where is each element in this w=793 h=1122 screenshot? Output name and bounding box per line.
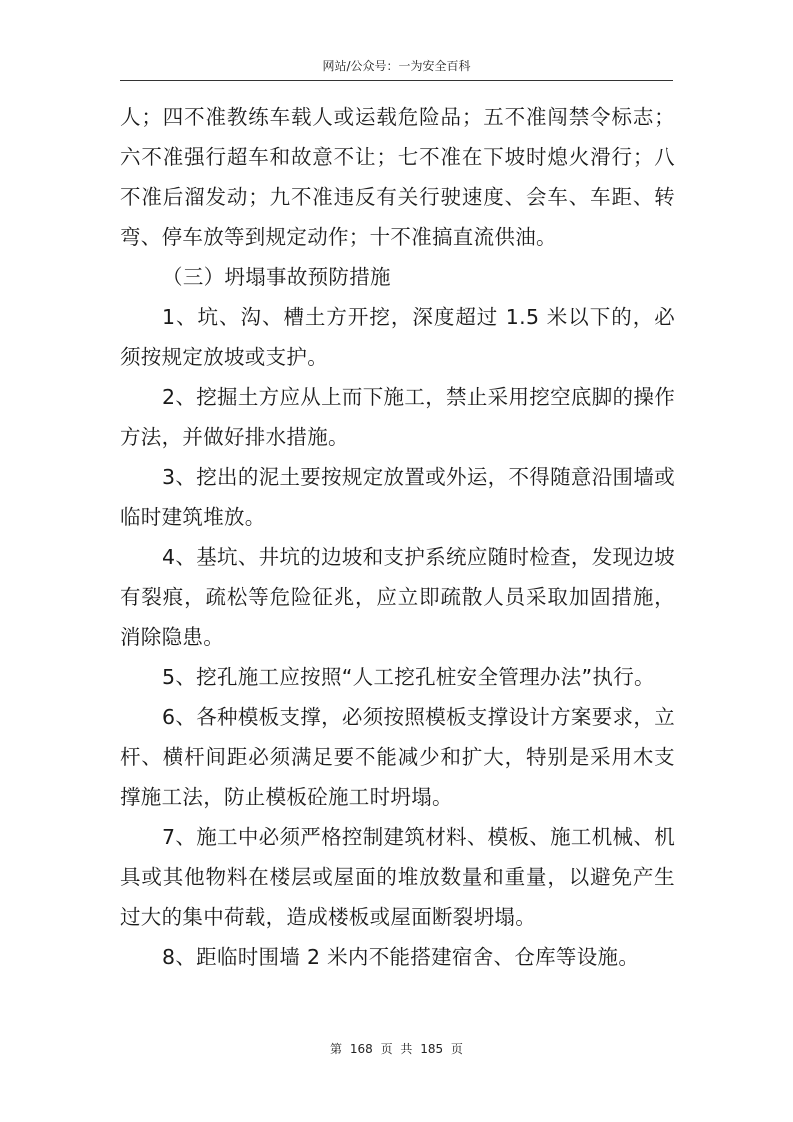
document-body [120,97,675,977]
page-number: 第 168 页 共 185 页 [330,1042,463,1056]
list-item: 4、基坑、井坑的边坡和支护系统应随时检查，发现边坡有裂痕，疏松等危险征兆，应立即疏散人员采取加固措施，消除隐患。 [120,545,675,649]
list-item: 2、挖掘土方应从上而下施工，禁止采用挖空底脚的操作方法，并做好排水措施。 [120,385,675,449]
list-item: 5、挖孔施工应按照“人工挖孔桩安全管理办法”执行。 [162,665,655,689]
page-header [120,56,673,81]
header-text: 网站/公众号：一为安全百科 [322,59,471,73]
list-item: 1、坑、沟、槽土方开挖，深度超过 1.5 米以下的，必须按规定放坡或支护。 [120,305,675,369]
list-item: 3、挖出的泥土要按规定放置或外运，不得随意沿围墙或临时建筑堆放。 [120,465,675,529]
section-heading: （三）坍塌事故预防措施 [162,265,391,289]
list-item: 7、施工中必须严格控制建筑材料、模板、施工机械、机具或其他物料在楼层或屋面的堆放数量和重量，以避免产生过大的集中荷载，造成楼板或屋面断裂坍塌。 [120,825,675,929]
paragraph-continuation: 人；四不准教练车载人或运载危险品；五不准闯禁令标志；六不准强行超车和故意不让；七不准在下坡时熄火滑行；八不准后溜发动；九不准违反有关行驶速度、会车、车距、转弯、停车放等到规定动作；十不准搞直流供油。 [120,105,675,249]
list-item: 6、各种模板支撑，必须按照模板支撑设计方案要求，立杆、横杆间距必须满足要不能减少和扩大，特别是采用木支撑施工法，防止模板砼施工时坍塌。 [120,705,675,809]
list-item: 8、距临时围墙 2 米内不能搭建宿舍、仓库等设施。 [162,945,640,969]
page-footer [0,1040,793,1058]
